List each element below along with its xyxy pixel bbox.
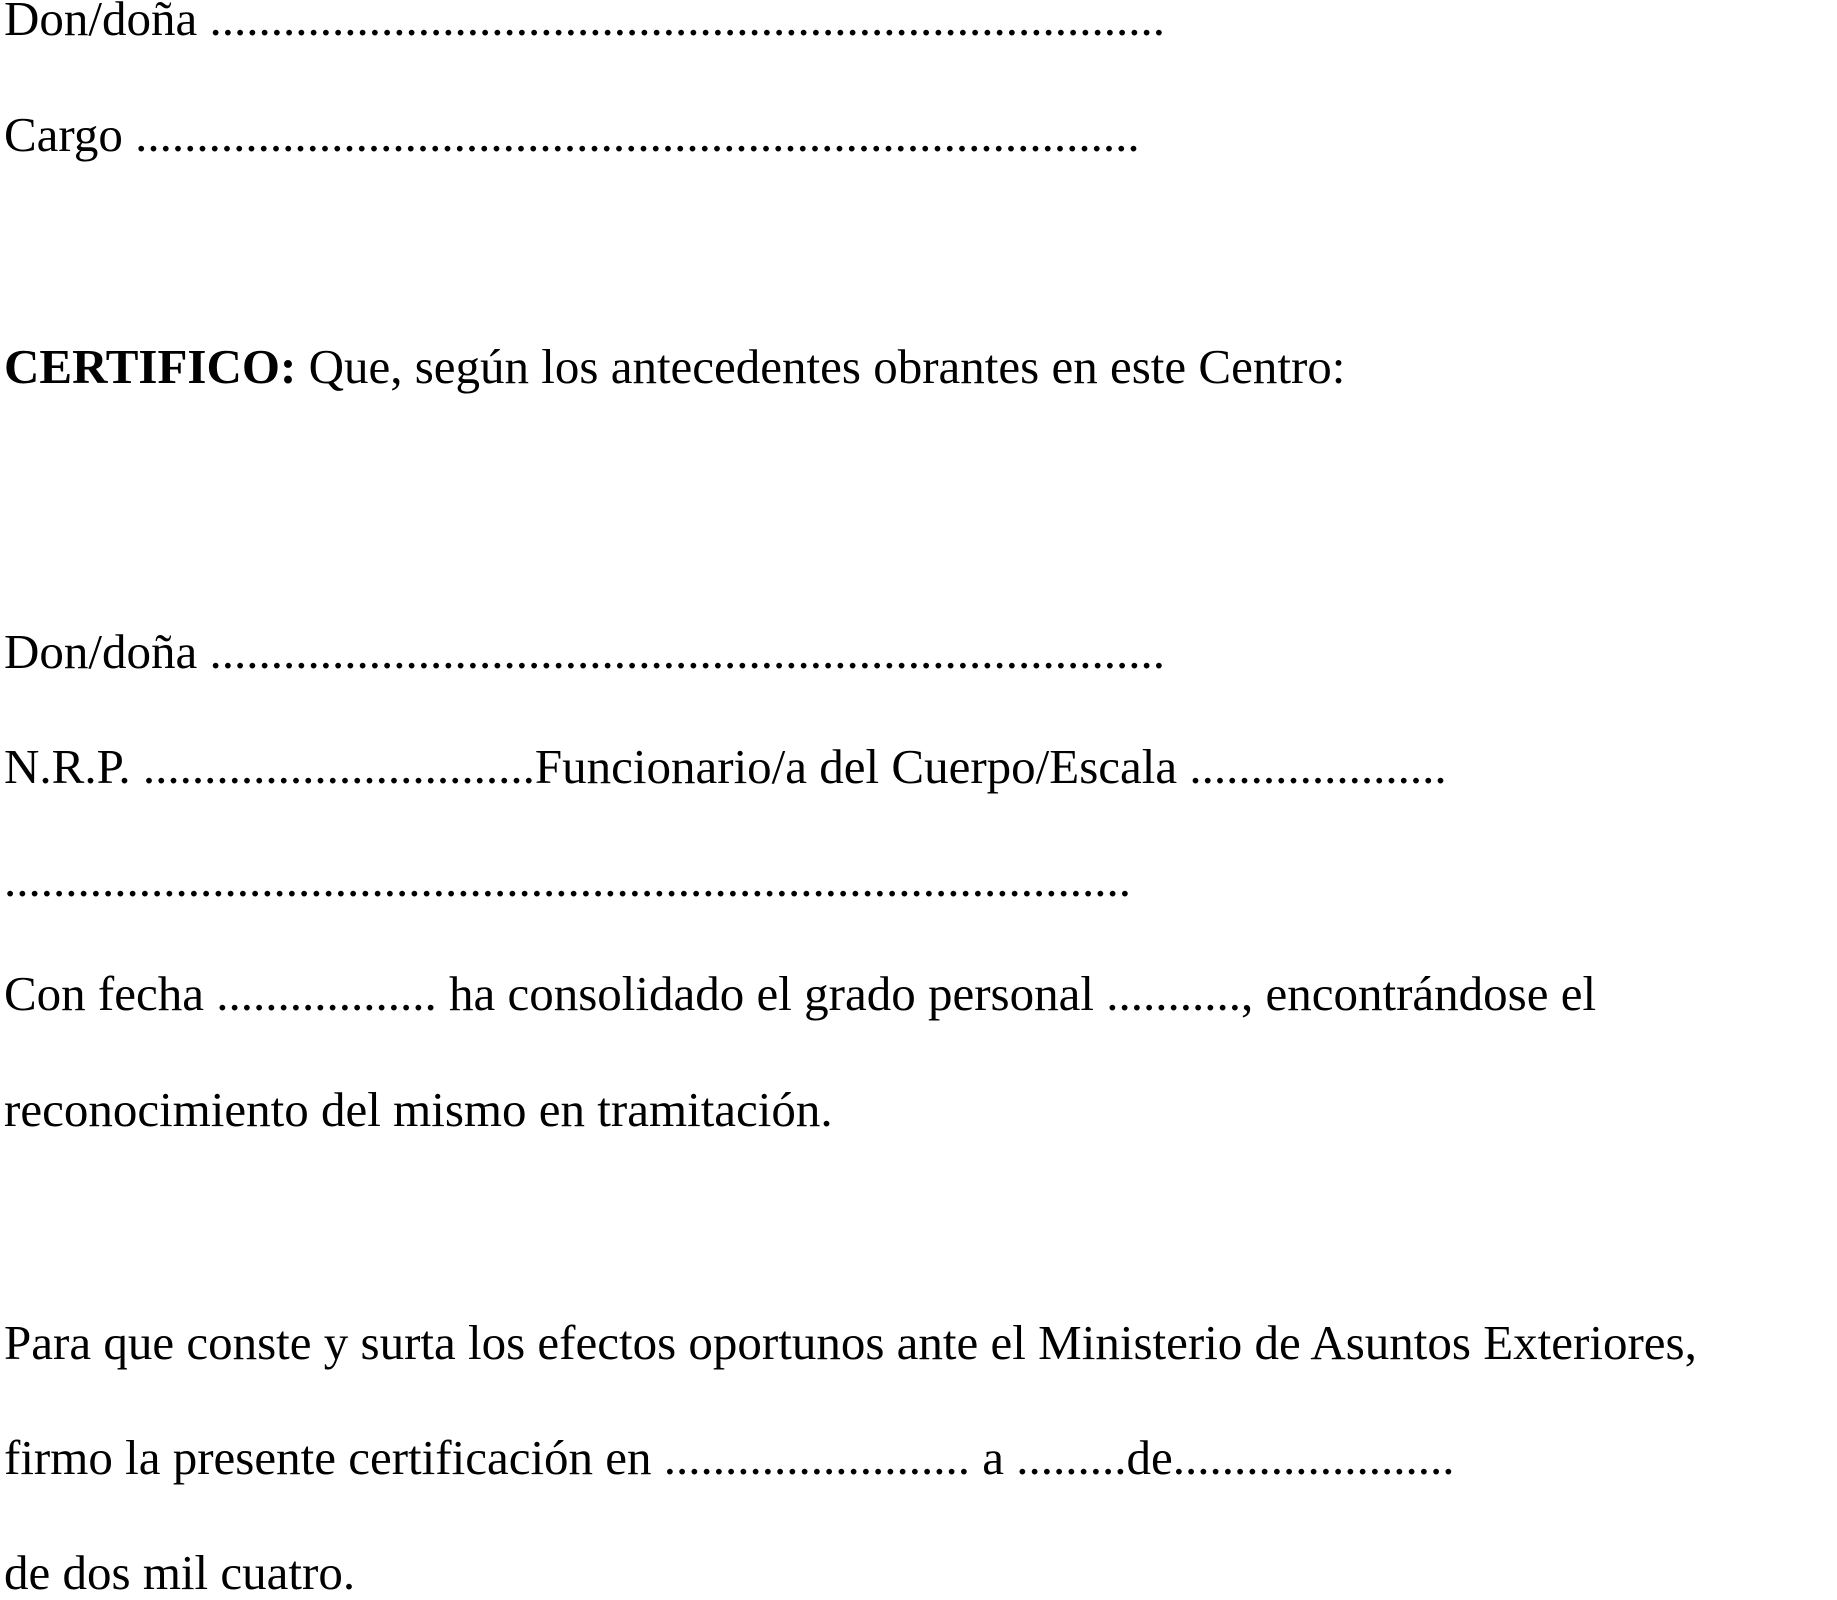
de-dos-mil-line: de dos mil cuatro. bbox=[4, 1545, 356, 1600]
don-dona-official-line: Don/doña .............................................................................. bbox=[4, 624, 1165, 679]
dotted-continuation-line: ............................................................................................ bbox=[4, 852, 1131, 907]
con-fecha-line: Con fecha .................. ha consolidado el grado personal ..........., encontrándose el bbox=[4, 966, 1597, 1021]
certifico-label: CERTIFICO: bbox=[4, 339, 297, 394]
certifico-paragraph bbox=[4, 339, 1346, 394]
don-dona-signatory-line: Don/doña .............................................................................. bbox=[4, 0, 1165, 46]
firmo-line: firmo la presente certificación en ......................... a .........de....................... bbox=[4, 1430, 1455, 1485]
nrp-line: N.R.P. ................................Funcionario/a del Cuerpo/Escala ..................... bbox=[4, 739, 1447, 794]
reconocimiento-line: reconocimiento del mismo en tramitación. bbox=[4, 1082, 833, 1137]
certifico-text: Que, según los antecedentes obrantes en este Centro: bbox=[296, 339, 1346, 394]
para-que-conste-line: Para que conste y surta los efectos oportunos ante el Ministerio de Asuntos Exteriores, bbox=[4, 1315, 1697, 1370]
cargo-line: Cargo .................................................................................. bbox=[4, 107, 1140, 162]
